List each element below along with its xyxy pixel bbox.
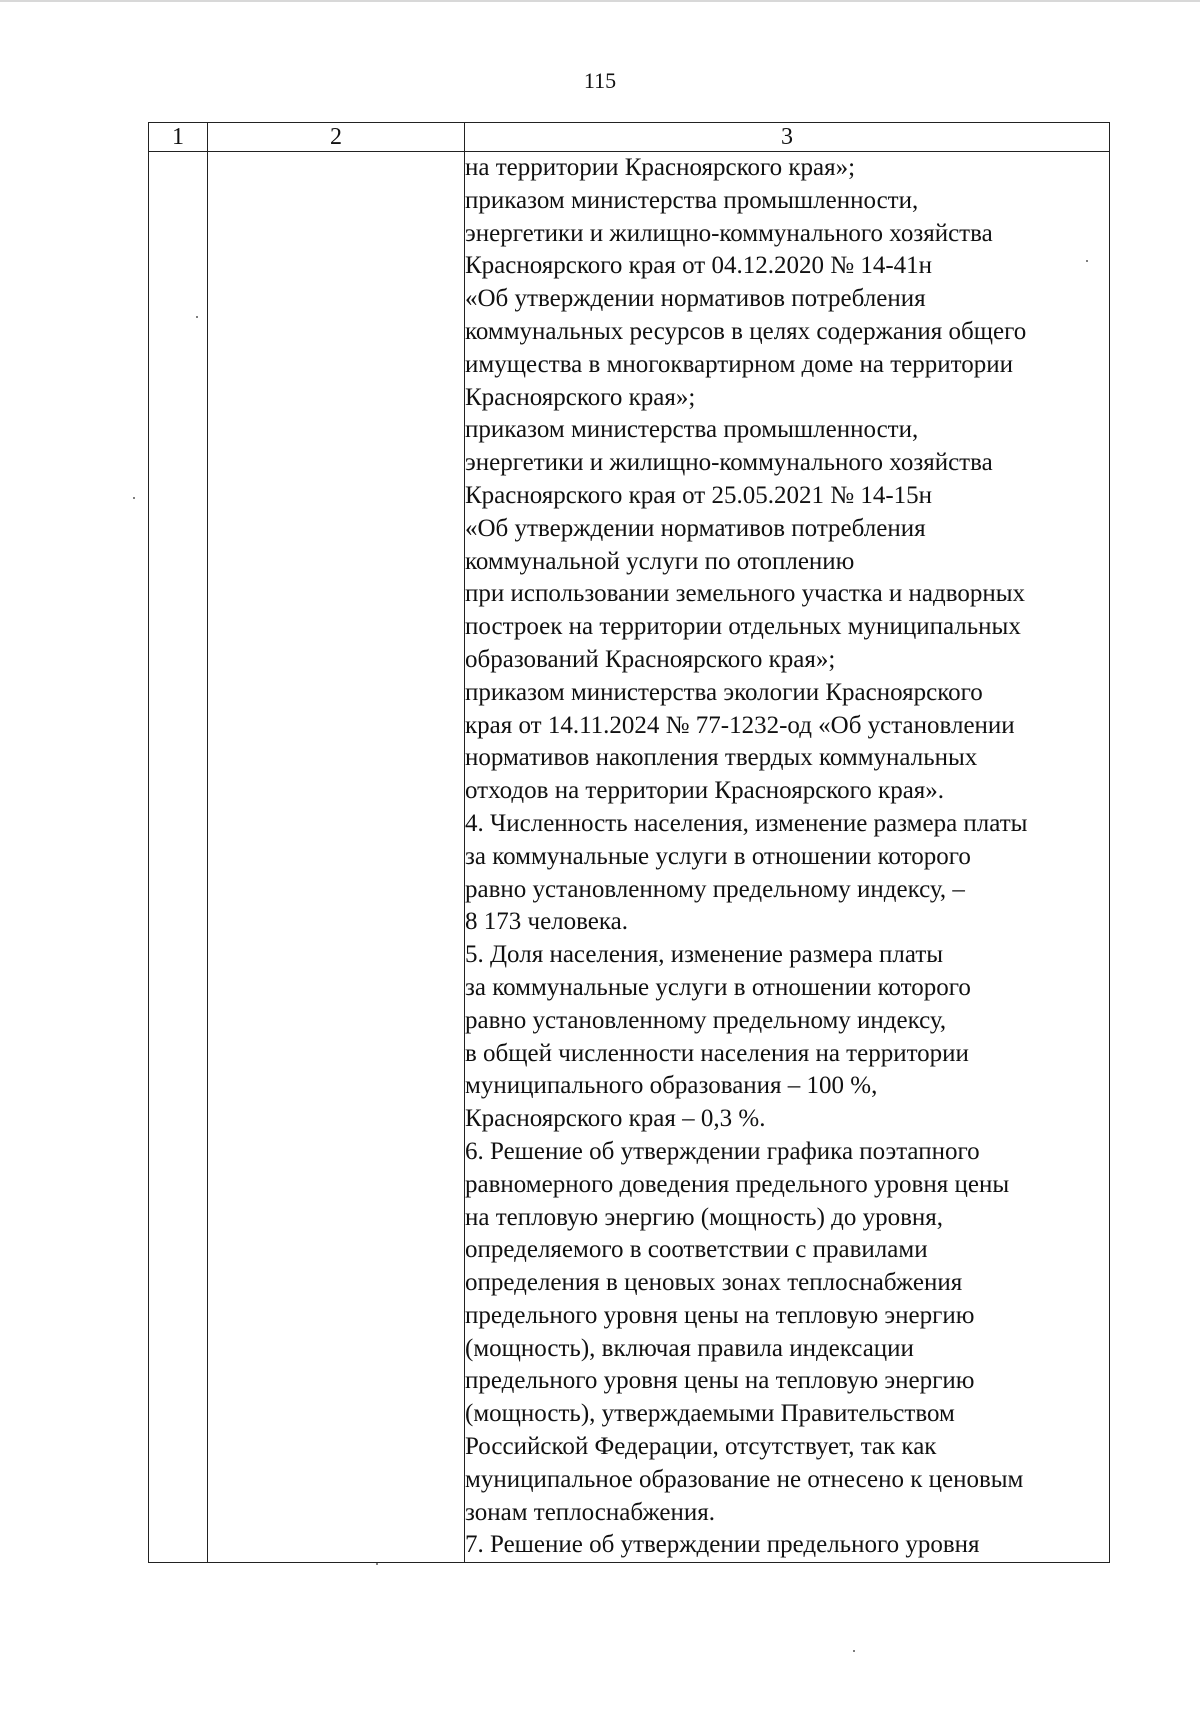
page-number: 115 — [583, 68, 617, 93]
column-1-cell — [149, 152, 208, 1563]
text-line: за коммунальные услуги в отношении которого — [465, 973, 971, 1001]
text-line: Красноярского края от 25.05.2021 № 14-15н — [465, 481, 933, 509]
table-row — [149, 152, 1110, 1563]
text-line: определяемого в соответствии с правилами — [465, 1236, 928, 1264]
text-line: (мощность), утверждаемыми Правительством — [465, 1400, 955, 1428]
text-line: Красноярского края от 04.12.2020 № 14-41н — [465, 252, 933, 280]
text-line: «Об утверждении нормативов потребления — [465, 285, 926, 313]
text-line: образований Красноярского края»; — [465, 645, 836, 673]
text-line: 4. Численность населения, изменение размера платы — [465, 809, 1028, 837]
text-line: края от 14.11.2024 № 77-1232-од «Об установлении — [465, 711, 1015, 739]
column-2-cell — [208, 152, 465, 1563]
scan-speck — [853, 1650, 855, 1652]
text-line: энергетики и жилищно-коммунального хозяйства — [465, 219, 993, 247]
text-line: при использовании земельного участка и надворных — [465, 580, 1026, 608]
text-line: Красноярского края – 0,3 %. — [465, 1105, 766, 1133]
text-line: определения в ценовых зонах теплоснабжения — [465, 1269, 963, 1297]
document-table — [148, 122, 1110, 1563]
text-line: Российской Федерации, отсутствует, так как — [465, 1433, 937, 1461]
text-line: равно установленному предельному индексу, — [465, 1006, 947, 1034]
scan-speck — [376, 1563, 378, 1565]
scan-top-edge — [0, 0, 1200, 2]
text-line: зонам теплоснабжения. — [465, 1498, 715, 1526]
text-line: предельного уровня цены на тепловую энергию — [465, 1301, 975, 1329]
text-line: муниципальное образование не отнесено к ценовым — [465, 1465, 1024, 1493]
text-line: приказом министерства экологии Красноярского — [465, 678, 983, 706]
text-line: коммунальных ресурсов в целях содержания общего — [465, 317, 1027, 345]
text-line: равномерного доведения предельного уровня цены — [465, 1170, 1010, 1198]
text-line: Красноярского края»; — [465, 383, 696, 411]
scan-speck — [196, 316, 198, 318]
text-line: в общей численности населения на территории — [465, 1039, 969, 1067]
text-line: муниципального образования – 100 %, — [465, 1072, 878, 1100]
text-line: на территории Красноярского края»; — [465, 154, 856, 181]
text-line: построек на территории отдельных муниципальных — [465, 613, 1021, 641]
column-header-3: 3 — [465, 123, 1110, 152]
text-line: «Об утверждении нормативов потребления — [465, 514, 926, 542]
text-line: (мощность), включая правила индексации — [465, 1334, 914, 1362]
text-line: приказом министерства промышленности, — [465, 186, 919, 214]
text-line: коммунальной услуги по отоплению — [465, 547, 855, 575]
text-line: имущества в многоквартирном доме на территории — [465, 350, 1013, 378]
text-line: за коммунальные услуги в отношении которого — [465, 842, 971, 870]
text-line: равно установленному предельному индексу, – — [465, 875, 965, 903]
text-line: 6. Решение об утверждении графика поэтапного — [465, 1137, 980, 1165]
column-header-2: 2 — [208, 123, 465, 152]
text-line: 5. Доля населения, изменение размера платы — [465, 941, 944, 969]
text-line: 7. Решение об утверждении предельного уровня — [465, 1531, 980, 1559]
text-line: на тепловую энергию (мощность) до уровня, — [465, 1203, 944, 1231]
table-header-row — [149, 123, 1110, 152]
text-line: приказом министерства промышленности, — [465, 416, 919, 444]
text-line: нормативов накопления твердых коммунальных — [465, 744, 978, 772]
text-line: отходов на территории Красноярского края». — [465, 777, 945, 805]
text-line: предельного уровня цены на тепловую энергию — [465, 1367, 975, 1395]
text-line: 8 173 человека. — [465, 908, 629, 936]
scan-speck — [1086, 260, 1088, 262]
scan-speck — [133, 497, 135, 499]
column-3-cell — [465, 152, 1110, 1563]
column-header-1: 1 — [149, 123, 208, 152]
text-line: энергетики и жилищно-коммунального хозяйства — [465, 449, 993, 477]
